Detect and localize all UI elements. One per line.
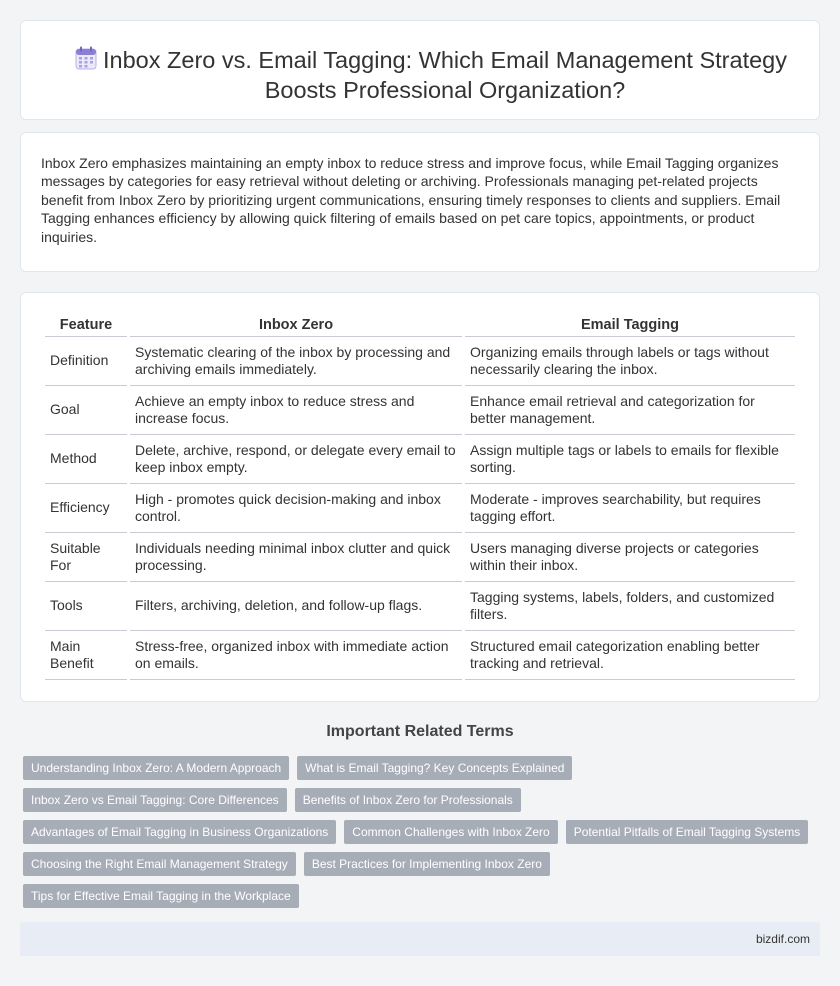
table-row [45,631,795,680]
related-term-link[interactable]: Common Challenges with Inbox Zero [344,820,557,844]
related-term-link[interactable]: Advantages of Email Tagging in Business Organizations [23,820,336,844]
table-header-row [45,315,795,337]
inbox-zero-cell: Delete, archive, respond, or delegate every email to keep inbox empty. [130,435,462,484]
related-term-link[interactable]: Choosing the Right Email Management Strategy [23,852,296,876]
related-term-link[interactable]: Tips for Effective Email Tagging in the Workplace [23,884,299,908]
feature-cell: Main Benefit [45,631,127,680]
feature-cell: Efficiency [45,484,127,533]
intro-paragraph: Inbox Zero emphasizes maintaining an empty inbox to reduce stress and improve focus, while Email Tagging organizes messages by categories for easy retrieval without deleting or archiving. Professionals managing pet-related projects benefit from Inbox Zero by prioritizing urgent communications, ensuring timely responses to clients and suppliers. Email Tagging enhances efficiency by allowing quick filtering of emails based on pet care topics, appointments, or product inquiries. [41,155,781,245]
table-row [45,582,795,631]
related-term-link[interactable]: Best Practices for Implementing Inbox Zero [304,852,550,876]
table-row [45,435,795,484]
header-card [20,20,820,120]
table-row [45,484,795,533]
related-term-link[interactable]: Benefits of Inbox Zero for Professionals [295,788,521,812]
table-row [45,386,795,435]
site-name[interactable]: bizdif.com [755,932,810,946]
column-header: Feature [45,315,127,337]
email-tagging-cell: Enhance email retrieval and categorization for better management. [465,386,795,435]
email-tagging-cell: Moderate - improves searchability, but requires tagging effort. [465,484,795,533]
table-row [45,533,795,582]
feature-cell: Method [45,435,127,484]
footer-bar [20,922,820,956]
related-term-link[interactable]: Understanding Inbox Zero: A Modern Approach [23,756,289,780]
column-header: Email Tagging [465,315,795,337]
email-tagging-cell: Assign multiple tags or labels to emails for flexible sorting. [465,435,795,484]
column-header: Inbox Zero [130,315,462,337]
comparison-card [20,292,820,702]
feature-cell: Definition [45,337,127,386]
inbox-zero-cell: High - promotes quick decision-making and inbox control. [130,484,462,533]
comparison-table [42,315,798,680]
related-term-link[interactable]: Potential Pitfalls of Email Tagging Systems [566,820,809,844]
related-term-link[interactable]: What is Email Tagging? Key Concepts Explained [297,756,572,780]
page-title: Inbox Zero vs. Email Tagging: Which Email Management Strategy Boosts Professional Organization? [103,47,787,103]
related-terms-heading: Important Related Terms [326,723,514,740]
inbox-zero-cell: Individuals needing minimal inbox clutter and quick processing. [130,533,462,582]
email-tagging-cell: Users managing diverse projects or categories within their inbox. [465,533,795,582]
table-row [45,337,795,386]
email-tagging-cell: Tagging systems, labels, folders, and customized filters. [465,582,795,631]
email-tagging-cell: Structured email categorization enabling better tracking and retrieval. [465,631,795,680]
inbox-zero-cell: Stress-free, organized inbox with immediate action on emails. [130,631,462,680]
inbox-zero-cell: Achieve an empty inbox to reduce stress and increase focus. [130,386,462,435]
feature-cell: Suitable For [45,533,127,582]
related-terms-list [23,756,823,908]
feature-cell: Tools [45,582,127,631]
inbox-zero-cell: Systematic clearing of the inbox by processing and archiving emails immediately. [130,337,462,386]
intro-card [20,132,820,272]
feature-cell: Goal [45,386,127,435]
related-term-link[interactable]: Inbox Zero vs Email Tagging: Core Differences [23,788,287,812]
email-tagging-cell: Organizing emails through labels or tags without necessarily clearing the inbox. [465,337,795,386]
inbox-zero-cell: Filters, archiving, deletion, and follow-up flags. [130,582,462,631]
